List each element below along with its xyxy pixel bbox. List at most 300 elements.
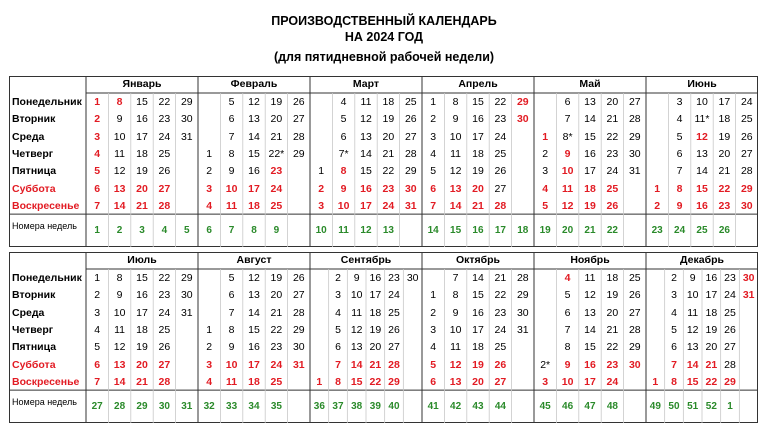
day-cell: 23 (388, 272, 400, 284)
day-cell: 27 (158, 358, 171, 371)
day-cell: 12 (350, 323, 363, 336)
day-cell: 11 (351, 306, 363, 319)
day-cell: 19 (718, 130, 731, 143)
week-number: 11 (338, 225, 349, 237)
day-cell: 7 (430, 199, 437, 212)
day-cell: 18 (472, 147, 484, 160)
day-cell: 16 (136, 113, 148, 126)
day-cell: 23 (158, 289, 171, 302)
day-cell: 22 (158, 272, 171, 284)
day-cell: 7* (338, 147, 349, 160)
row-label-1: Вторник (12, 113, 56, 126)
day-cell: 13 (686, 341, 699, 354)
day-cell: 15 (350, 375, 363, 388)
day-cell: 30 (516, 113, 529, 126)
day-cell: 23 (494, 113, 507, 126)
day-cell: 3 (430, 323, 437, 336)
day-cell: 23 (718, 199, 731, 212)
week-number: 45 (539, 401, 551, 413)
day-cell: 25 (724, 306, 736, 319)
day-cell: 8 (452, 289, 459, 302)
day-cell: 29 (388, 375, 400, 388)
day-cell: 10 (225, 182, 238, 195)
day-cell: 21 (382, 147, 395, 160)
day-cell: 27 (628, 96, 641, 108)
day-cell: 24 (388, 289, 400, 302)
day-cell: 12 (561, 199, 574, 212)
day-cell: 28 (292, 130, 305, 143)
day-cell: 1 (94, 272, 101, 284)
day-cell: 30 (742, 272, 755, 284)
day-cell: 28 (158, 375, 171, 388)
day-cell: 31 (292, 358, 305, 371)
day-cell: 4 (671, 306, 677, 319)
day-cell: 30 (406, 272, 419, 284)
day-cell: 9 (116, 113, 123, 126)
day-cell: 28 (158, 199, 171, 212)
week-number: 1 (94, 225, 100, 237)
week-number: 25 (696, 225, 708, 237)
day-cell: 15 (686, 375, 699, 388)
day-cell: 10 (686, 289, 699, 302)
day-cell: 7 (94, 375, 101, 388)
day-cell: 22 (606, 341, 619, 354)
day-cell: 26 (404, 113, 417, 126)
day-cell: 6 (340, 130, 347, 143)
week-number: 10 (315, 225, 327, 237)
day-cell: 22 (270, 323, 283, 336)
day-cell: 15 (248, 323, 260, 336)
week-number: 29 (136, 401, 148, 413)
day-cell: 11 (450, 147, 462, 160)
day-cell: 21 (270, 306, 283, 319)
day-cell: 7 (564, 323, 571, 336)
day-cell: 2 (335, 272, 341, 284)
day-cell: 15 (584, 341, 596, 354)
month-name: Декабрь (680, 254, 724, 266)
day-cell: 29 (628, 341, 641, 354)
day-cell: 1 (654, 182, 661, 195)
day-cell: 30 (292, 341, 305, 354)
day-cell: 17 (584, 165, 596, 178)
day-cell: 3 (206, 358, 213, 371)
day-cell: 10 (561, 375, 574, 388)
day-cell: 12 (449, 358, 462, 371)
day-cell: 21 (606, 113, 619, 126)
day-cell: 5 (564, 289, 571, 302)
week-number: 31 (181, 401, 193, 413)
day-cell: 6 (228, 289, 235, 302)
day-cell: 7 (452, 272, 459, 284)
day-cell: 28 (628, 323, 641, 336)
week-number: 22 (606, 225, 618, 237)
day-cell: 2 (430, 113, 437, 126)
day-cell: 29 (292, 147, 305, 160)
week-number: 23 (651, 225, 663, 237)
day-cell: 31 (516, 323, 529, 336)
day-cell: 1 (430, 289, 437, 302)
day-cell: 4 (430, 147, 437, 160)
day-cell: 13 (113, 358, 126, 371)
day-cell: 28 (740, 165, 753, 178)
day-cell: 8 (564, 341, 571, 354)
day-cell: 31 (404, 199, 417, 212)
day-cell: 25 (388, 306, 400, 319)
day-cell: 26 (740, 130, 753, 143)
week-number: 13 (382, 225, 394, 237)
day-cell: 20 (270, 113, 283, 126)
week-number: 3 (139, 225, 145, 237)
day-cell: 27 (292, 289, 305, 302)
day-cell: 21 (494, 272, 507, 284)
day-cell: 24 (158, 306, 171, 319)
day-cell: 13 (248, 289, 260, 302)
day-cell: 27 (388, 341, 400, 354)
week-number: 1 (727, 401, 733, 413)
day-cell: 30 (180, 289, 193, 302)
day-cell: 26 (158, 165, 171, 178)
day-cell: 11 (360, 96, 372, 108)
day-cell: 11 (562, 182, 574, 195)
day-cell: 3 (676, 96, 683, 108)
day-cell: 5 (335, 323, 341, 336)
day-cell: 4 (335, 306, 341, 319)
day-cell: 3 (542, 375, 549, 388)
day-cell: 8 (228, 323, 235, 336)
day-cell: 26 (158, 341, 171, 354)
row-label-4: Пятница (12, 165, 57, 178)
day-cell: 11 (584, 272, 596, 284)
day-cell: 20 (136, 182, 148, 195)
day-cell: 17 (360, 199, 372, 212)
day-cell: 12 (584, 289, 596, 302)
day-cell: 15 (472, 96, 484, 108)
day-cell: 14 (113, 199, 126, 212)
day-cell: 5 (94, 341, 101, 354)
day-cell: 8 (116, 272, 123, 284)
day-cell: 13 (113, 182, 126, 195)
day-cell: 7 (671, 358, 677, 371)
day-cell: 11 (687, 306, 699, 319)
day-cell: 25 (606, 182, 619, 195)
day-cell: 16 (472, 113, 484, 126)
row-label-0: Понедельник (12, 96, 82, 108)
day-cell: 10 (561, 165, 574, 178)
day-cell: 25 (494, 341, 507, 354)
month-name: Июль (127, 254, 157, 266)
day-cell: 21 (136, 199, 148, 212)
day-cell: 11* (694, 113, 710, 126)
day-cell: 19 (382, 113, 395, 126)
day-cell: 24 (382, 199, 395, 212)
day-cell: 31 (628, 165, 641, 178)
week-number: 42 (450, 401, 462, 413)
day-cell: 21 (718, 165, 731, 178)
day-cell: 22 (494, 96, 507, 108)
week-number: 14 (427, 225, 439, 237)
day-cell: 26 (494, 358, 507, 371)
day-cell: 12 (113, 165, 126, 178)
day-cell: 14 (584, 113, 596, 126)
week-number: 16 (472, 225, 484, 237)
day-cell: 29 (724, 375, 736, 388)
day-cell: 30 (404, 182, 417, 195)
day-cell: 8 (335, 375, 341, 388)
week-number: 27 (91, 401, 103, 413)
day-cell: 17 (718, 96, 731, 108)
day-cell: 19 (136, 165, 148, 178)
day-cell: 12 (113, 341, 126, 354)
row-label-4: Пятница (12, 341, 57, 354)
day-cell: 29 (740, 182, 753, 195)
day-cell: 23 (606, 358, 619, 371)
month-name: Ноябрь (570, 254, 610, 266)
day-cell: 13 (360, 130, 372, 143)
day-cell: 25 (270, 199, 283, 212)
day-cell: 6 (335, 341, 341, 354)
day-cell: 23 (382, 182, 395, 195)
month-name: Октябрь (455, 254, 501, 266)
day-cell: 19 (136, 341, 148, 354)
day-cell: 14 (686, 358, 699, 371)
day-cell: 10 (350, 289, 363, 302)
day-cell: 15 (584, 130, 596, 143)
day-cell: 28 (404, 147, 417, 160)
row-label-6: Воскресенье (12, 199, 80, 212)
day-cell: 8 (676, 182, 683, 195)
week-number: 12 (360, 225, 372, 237)
week-number: 6 (206, 225, 212, 237)
day-cell: 22 (718, 182, 731, 195)
day-cell: 2 (318, 182, 325, 195)
row-label-0: Понедельник (12, 272, 82, 284)
day-cell: 2 (206, 165, 213, 178)
day-cell: 3 (430, 130, 437, 143)
day-cell: 9 (228, 341, 235, 354)
day-cell: 19 (584, 199, 596, 212)
day-cell: 17 (472, 130, 484, 143)
day-cell: 30 (516, 306, 529, 319)
day-cell: 3 (206, 182, 213, 195)
day-cell: 13 (584, 96, 596, 108)
day-cell: 18 (136, 323, 148, 336)
day-cell: 8* (562, 130, 573, 143)
day-cell: 29 (180, 272, 193, 284)
day-cell: 29 (404, 165, 417, 178)
day-cell: 25 (270, 375, 283, 388)
day-cell: 16 (696, 199, 708, 212)
month-name: Январь (122, 78, 162, 90)
day-cell: 24 (270, 358, 283, 371)
row-label-3: Четверг (12, 323, 54, 336)
day-cell: 18 (136, 147, 148, 160)
day-cell: 28 (388, 358, 400, 371)
day-cell: 13 (696, 147, 708, 160)
day-cell: 15 (136, 96, 148, 108)
day-cell: 9 (676, 199, 683, 212)
day-cell: 6 (430, 375, 437, 388)
week-number: 15 (450, 225, 462, 237)
day-cell: 29 (292, 323, 305, 336)
row-label-5: Суббота (12, 182, 56, 195)
day-cell: 18 (606, 272, 619, 284)
day-cell: 24 (606, 165, 619, 178)
day-cell: 18 (584, 182, 596, 195)
day-cell: 5 (676, 130, 683, 143)
day-cell: 19 (369, 323, 382, 336)
day-cell: 16 (360, 182, 372, 195)
week-number: 37 (332, 401, 344, 413)
day-cell: 24 (740, 96, 753, 108)
day-cell: 13 (350, 341, 363, 354)
day-cell: 24 (724, 289, 736, 302)
day-cell: 15 (360, 165, 372, 178)
day-cell: 3 (335, 289, 341, 302)
day-cell: 3 (94, 306, 101, 319)
day-cell: 9 (689, 272, 696, 284)
day-cell: 7 (564, 113, 571, 126)
week-number: 20 (562, 225, 574, 237)
week-number: 50 (668, 401, 680, 413)
day-cell: 16 (584, 147, 596, 160)
day-cell: 6 (671, 341, 677, 354)
week-number: 34 (248, 401, 260, 413)
day-cell: 27 (724, 341, 736, 354)
page-title: ПРОИЗВОДСТВЕННЫЙ КАЛЕНДАРЬ (271, 14, 497, 28)
day-cell: 13 (449, 182, 462, 195)
day-cell: 17 (472, 323, 484, 336)
day-cell: 27 (158, 182, 171, 195)
day-cell: 18 (705, 306, 718, 319)
calendar-first-half (9, 76, 758, 247)
day-cell: 26 (606, 199, 619, 212)
day-cell: 7 (676, 165, 683, 178)
day-cell: 27 (494, 375, 507, 388)
day-cell: 25 (158, 323, 171, 336)
day-cell: 18 (472, 341, 484, 354)
row-label-5: Суббота (12, 358, 56, 371)
day-cell: 8 (228, 147, 235, 160)
week-number: 52 (705, 401, 717, 413)
day-cell: 10 (113, 306, 126, 319)
day-cell: 16 (472, 306, 484, 319)
day-cell: 11 (114, 323, 126, 336)
day-cell: 2 (654, 199, 661, 212)
day-cell: 24 (270, 182, 283, 195)
day-cell: 22* (268, 147, 285, 160)
day-cell: 1 (542, 130, 549, 143)
day-cell: 16 (248, 341, 260, 354)
day-cell: 5 (671, 323, 677, 336)
day-cell: 12 (360, 113, 372, 126)
day-cell: 9 (353, 272, 360, 284)
day-cell: 1 (94, 96, 101, 108)
day-cell: 19 (606, 289, 619, 302)
day-cell: 5 (542, 199, 549, 212)
week-number: 49 (649, 401, 661, 413)
day-cell: 1 (316, 375, 323, 388)
day-cell: 5 (430, 358, 437, 371)
day-cell: 14 (696, 165, 708, 178)
day-cell: 17 (136, 130, 148, 143)
week-number: 33 (226, 401, 238, 413)
day-cell: 10 (449, 130, 462, 143)
day-cell: 23 (270, 341, 283, 354)
day-cell: 30 (180, 113, 193, 126)
day-cell: 1 (206, 323, 213, 336)
day-cell: 20 (472, 375, 484, 388)
day-cell: 20 (718, 147, 731, 160)
day-cell: 16 (136, 289, 148, 302)
day-cell: 17 (705, 289, 718, 302)
week-number: 47 (584, 401, 596, 413)
day-cell: 21 (472, 199, 484, 212)
row-label-1: Вторник (12, 289, 56, 302)
day-cell: 17 (248, 358, 260, 371)
row-label-6: Воскресенье (12, 375, 80, 388)
day-cell: 12 (248, 272, 260, 284)
day-cell: 9 (564, 358, 571, 371)
day-cell: 5 (340, 113, 347, 126)
day-cell: 26 (292, 272, 305, 284)
day-cell: 3 (318, 199, 325, 212)
day-cell: 10 (696, 96, 708, 108)
week-number: 41 (427, 401, 439, 413)
week-number: 38 (351, 401, 363, 413)
day-cell: 25 (740, 113, 753, 126)
day-cell: 28 (292, 306, 305, 319)
day-cell: 5 (228, 272, 235, 284)
day-cell: 26 (494, 165, 507, 178)
day-cell: 10 (449, 323, 462, 336)
day-cell: 25 (628, 272, 641, 284)
day-cell: 4 (564, 272, 571, 284)
day-cell: 24 (158, 130, 171, 143)
day-cell: 21 (606, 323, 619, 336)
day-cell: 8 (671, 375, 677, 388)
day-cell: 14 (584, 323, 596, 336)
day-cell: 4 (94, 147, 101, 160)
week-number: 40 (388, 401, 400, 413)
day-cell: 26 (388, 323, 400, 336)
day-cell: 3 (94, 130, 101, 143)
week-number: 26 (718, 225, 730, 237)
day-cell: 22 (494, 289, 507, 302)
day-cell: 17 (369, 289, 382, 302)
day-cell: 9 (452, 306, 459, 319)
day-cell: 6 (564, 96, 571, 108)
day-cell: 16 (248, 165, 260, 178)
day-cell: 9 (452, 113, 459, 126)
day-cell: 26 (628, 289, 641, 302)
week-number: 2 (116, 225, 123, 237)
week-number: 32 (203, 401, 215, 413)
day-cell: 18 (382, 96, 395, 108)
week-number: 24 (674, 225, 686, 237)
day-cell: 13 (248, 113, 260, 126)
day-cell: 4 (340, 96, 347, 108)
day-cell: 2 (430, 306, 437, 319)
day-cell: 18 (248, 199, 260, 212)
day-cell: 13 (449, 375, 462, 388)
week-number: 7 (228, 225, 235, 237)
day-cell: 20 (136, 358, 148, 371)
day-cell: 26 (724, 323, 736, 336)
day-cell: 24 (494, 130, 507, 143)
day-cell: 11 (450, 341, 462, 354)
day-cell: 14 (360, 147, 372, 160)
day-cell: 31 (742, 289, 755, 302)
